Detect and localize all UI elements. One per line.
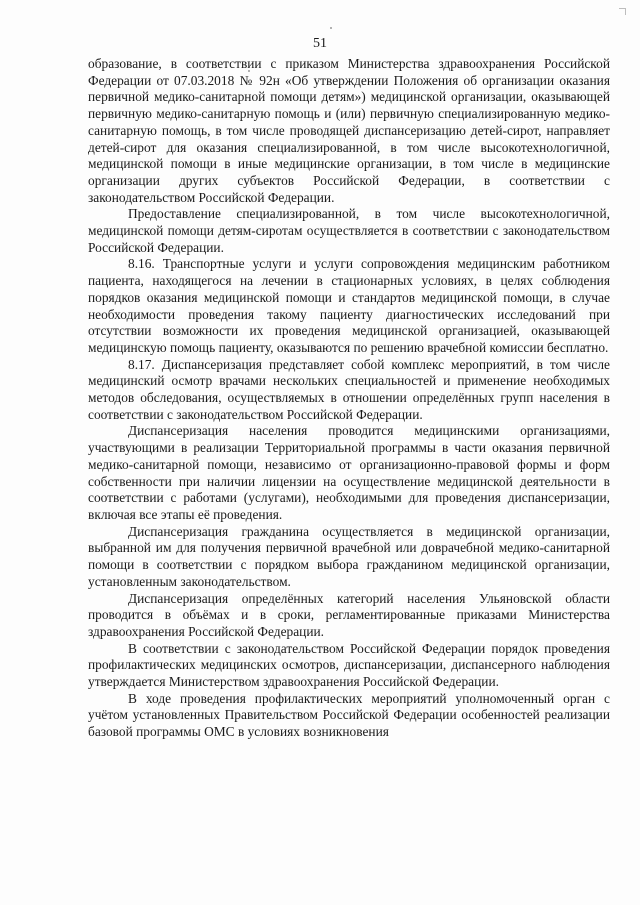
paragraph: Предоставление специализированной, в том числе высокотехнологичной, медицинской помощи детям-сиротам осуществляется в соответствии с законодательством Российской Федерации. [88, 206, 610, 255]
paragraph: Диспансеризация гражданина осуществляется в медицинской организации, выбранной им для получения первичной врачебной или доврачебной медико-санитарной помощи в соответствии с порядком выбора гражданином медицинской организации, установленным законодательством. [88, 523, 610, 589]
document-body [88, 56, 610, 741]
paragraph: В ходе проведения профилактических мероприятий уполномоченный орган с учётом установленных Правительством Российской Федерации особенностей реализации базовой программы ОМС в условиях возникновения [88, 690, 610, 740]
paragraph-continuation: образование, в соответствии с приказом Министерства здравоохранения Российской Федерации от 07.03.2018 № 92н «Об утверждении Положения об организации оказания первичной медико-санитарной помощи детям») медицинской организации, оказывающей первичную медико-санитарную помощь и (или) первичную специализированную медико-санитарную помощь, в том числе проводящей диспансеризацию детей-сирот, направляет детей-сирот для оказания специализированной, в том числе высокотехнологичной, медицинской помощи в иные медицинские организации, в том числе в медицинские организации других субъектов Российской Федерации, в соответствии с законодательством Российской Федерации. [88, 56, 610, 205]
scan-corner-mark [619, 8, 626, 15]
scan-speck [330, 27, 332, 29]
paragraph: Диспансеризация определённых категорий населения Ульяновской области проводится в объёмах и в сроки, регламентированные приказами Министерства здравоохранения Российской Федерации. [88, 590, 610, 639]
paragraph-8-17: 8.17. Диспансеризация представляет собой комплекс мероприятий, в том числе медицинский осмотр врачами нескольких специальностей и применение необходимых методов обследования, осуществляемых в отношении определённых групп населения в соответствии с законодательством Российской Федерации. [88, 356, 610, 422]
page-number: 51 [313, 36, 327, 51]
paragraph: Диспансеризация населения проводится медицинскими организациями, участвующими в реализации Территориальной программы в части оказания первичной медико-санитарной помощи, независимо от организационно-правовой формы и форм собственности при наличии лицензии на осуществление медицинской деятельности в соответствии с работами (услугами), необходимыми для проведения диспансеризации, включая все этапы её проведения. [88, 423, 610, 522]
paragraph: В соответствии с законодательством Российской Федерации порядок проведения профилактических медицинских осмотров, диспансеризации, диспансерного наблюдения утверждается Министерством здравоохранения Российской Федерации. [88, 640, 610, 690]
paragraph-8-16: 8.16. Транспортные услуги и услуги сопровождения медицинским работником пациента, находящегося на лечении в стационарных условиях, в целях соблюдения порядков оказания медицинской помощи и стандартов медицинской помощи, в случае необходимости проведения такому пациенту диагностических исследований при отсутствии возможности их проведения медицинской организацией, оказывающей медицинскую помощь пациенту, оказываются по решению врачебной комиссии бесплатно. [88, 256, 610, 355]
